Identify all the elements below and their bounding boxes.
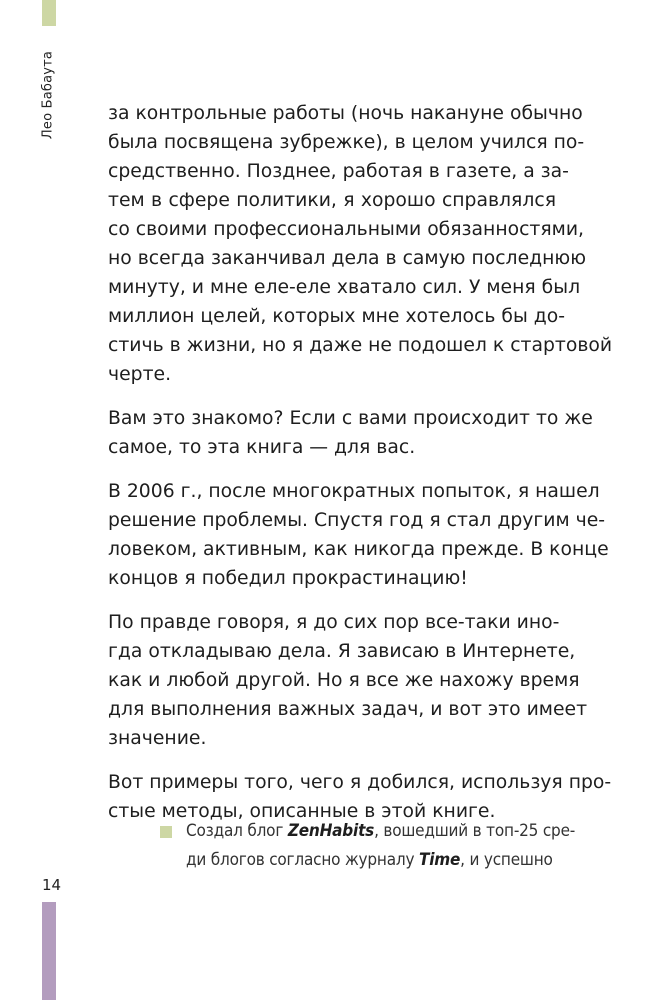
text-line: Вот примеры того, чего я добился, используя про- <box>108 772 612 793</box>
magazine-name: Time <box>418 850 461 870</box>
page-number: 14 <box>42 876 62 894</box>
body-text <box>108 99 613 826</box>
text-line: решение проблемы. Спустя год я стал другим че- <box>108 510 606 531</box>
text-line: была посвящена зубрежке), в целом учился по- <box>108 132 585 153</box>
text-line: для выполнения важных задач, и вот это имеет <box>108 699 588 720</box>
text-line: В 2006 г., после многократных попыток, я нашел <box>108 481 600 502</box>
text-line: средственно. Позднее, работая в газете, а за- <box>108 161 569 182</box>
list-item-line: ди блогов согласно журналу Time, и успешно <box>186 850 553 870</box>
text-line: значение. <box>108 728 207 749</box>
text-line: самое, то эта книга — для вас. <box>108 437 416 458</box>
bottom-accent-bar <box>42 902 56 1000</box>
text-line: стые методы, описанные в этой книге. <box>108 801 496 822</box>
paragraph <box>108 404 593 462</box>
list-item <box>186 817 576 875</box>
text-line: минуту, и мне еле-еле хватало сил. У меня был <box>108 277 581 298</box>
text-line: со своими профессиональными обязанностями, <box>108 219 585 240</box>
list-bullet-square <box>160 826 172 838</box>
text-line: концов я победил прокрастинацию! <box>108 568 468 589</box>
paragraph <box>108 99 613 389</box>
blog-name: ZenHabits <box>287 821 375 841</box>
text-line: Вам это знакомо? Если с вами происходит то же <box>108 408 593 429</box>
text-line: тем в сфере политики, я хорошо справлялся <box>108 190 556 211</box>
text-line: за контрольные работы (ночь накануне обычно <box>108 103 583 124</box>
paragraph <box>108 477 609 593</box>
text-line: По правде говоря, я до сих пор все-таки ино- <box>108 612 560 633</box>
top-accent-bar <box>42 0 56 26</box>
running-head: Лео Бабаута <box>40 50 56 140</box>
list-item-line: Создал блог ZenHabits, вошедший в топ-25 сре- <box>186 821 576 841</box>
text-line: но всегда заканчивал дела в самую последнюю <box>108 248 587 269</box>
text-line: ловеком, активным, как никогда прежде. В конце <box>108 539 609 560</box>
text-line: гда откладываю дела. Я зависаю в Интернете, <box>108 641 576 662</box>
paragraph <box>108 608 588 753</box>
text-line: миллион целей, которых мне хотелось бы до- <box>108 306 566 327</box>
text-line: как и любой другой. Но я все же нахожу время <box>108 670 580 691</box>
text-line: стичь в жизни, но я даже не подошел к стартовой <box>108 335 613 356</box>
text-line: черте. <box>108 364 172 385</box>
